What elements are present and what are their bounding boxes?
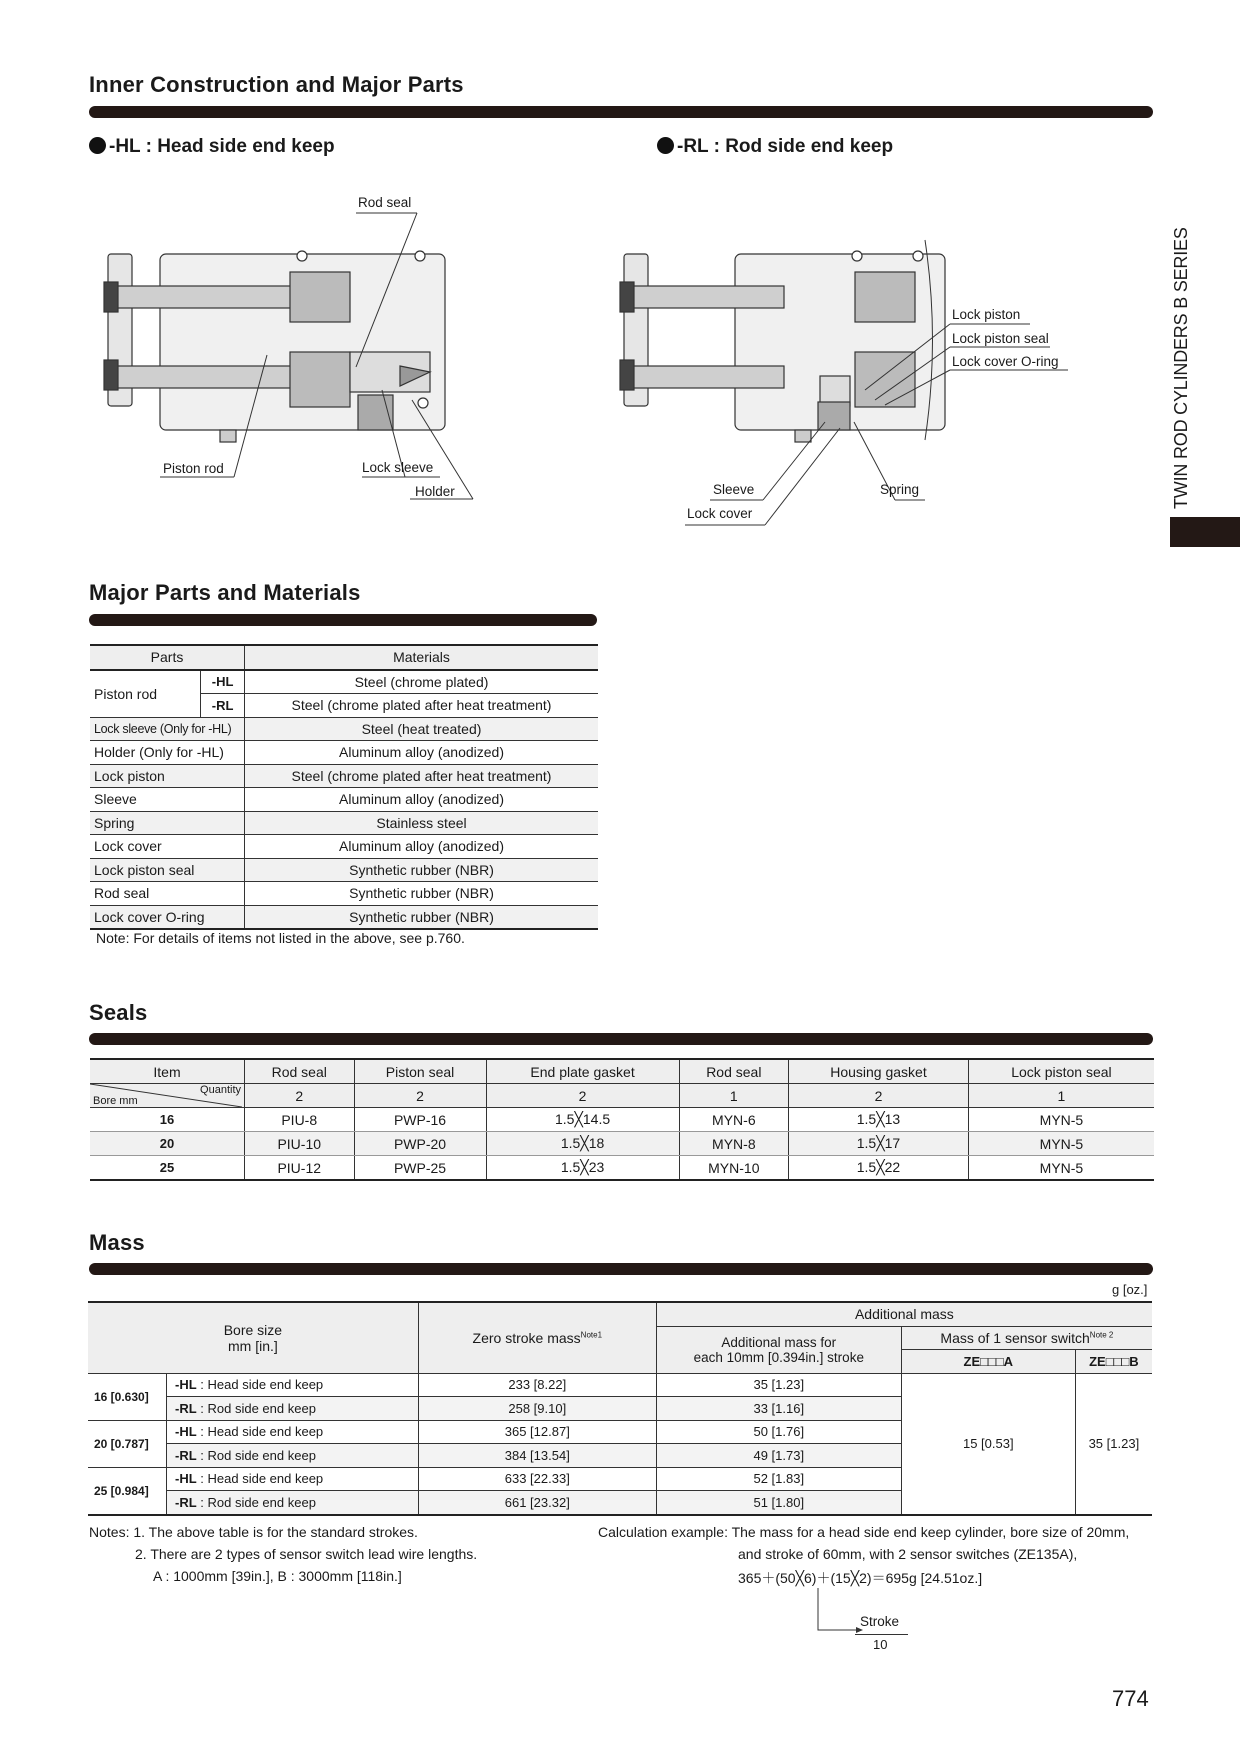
table-cell: PWP-16 bbox=[354, 1108, 486, 1132]
table-cell: Lock sleeve (Only for -HL) bbox=[90, 717, 245, 741]
label-rod-seal: Rod seal bbox=[358, 195, 412, 210]
mass-variant bbox=[167, 1491, 419, 1515]
variant-code: -HL bbox=[175, 1424, 197, 1440]
mass-note-3: A : 1000mm [39in.], B : 3000mm [118in.] bbox=[153, 1568, 402, 1584]
side-tab-block bbox=[1170, 517, 1240, 547]
rl-subtitle bbox=[657, 136, 893, 158]
quantity-label: Quantity bbox=[200, 1084, 241, 1096]
table-cell: Lock piston bbox=[90, 764, 245, 788]
mass-bore: 16 [0.630] bbox=[88, 1373, 167, 1420]
mass-head-sensor-text: Mass of 1 sensor switch bbox=[940, 1329, 1090, 1346]
mass-head-bore bbox=[88, 1302, 418, 1373]
table-cell: 2 bbox=[354, 1084, 486, 1108]
table-cell: PWP-20 bbox=[354, 1132, 486, 1156]
table-cell: 20 bbox=[90, 1132, 245, 1156]
variant-code: -HL bbox=[175, 1377, 197, 1393]
table-cell: MYN-5 bbox=[968, 1156, 1154, 1181]
variant-desc: : Head side end keep bbox=[196, 1377, 324, 1393]
table-cell: -HL bbox=[201, 670, 245, 694]
bullet-icon bbox=[657, 137, 674, 154]
table-cell: Steel (chrome plated after heat treatment) bbox=[245, 694, 599, 718]
table-cell: MYN-6 bbox=[679, 1108, 789, 1132]
table-cell: 258 [9.10] bbox=[418, 1397, 656, 1421]
section-title-seals: Seals bbox=[89, 1000, 148, 1025]
table-cell: MYN-10 bbox=[679, 1156, 789, 1181]
table-cell: Sleeve bbox=[90, 788, 245, 812]
table-cell: 384 [13.54] bbox=[418, 1444, 656, 1468]
table-cell: MYN-5 bbox=[968, 1132, 1154, 1156]
table-cell: 233 [8.22] bbox=[418, 1373, 656, 1397]
table-cell: PIU-10 bbox=[245, 1132, 355, 1156]
table-cell: Spring bbox=[90, 811, 245, 835]
table-cell: Synthetic rubber (NBR) bbox=[245, 905, 599, 929]
page-number: 774 bbox=[1112, 1686, 1149, 1711]
variant-desc: : Rod side end keep bbox=[196, 1400, 316, 1416]
fraction-bar bbox=[855, 1634, 908, 1635]
section-title-materials: Major Parts and Materials bbox=[89, 580, 361, 605]
mass-head-sensor bbox=[901, 1326, 1152, 1350]
table-cell: 52 [1.83] bbox=[656, 1467, 901, 1491]
table-cell: Lock cover O-ring bbox=[90, 905, 245, 929]
table-cell: 661 [23.32] bbox=[418, 1491, 656, 1515]
sensor-b-mass: 35 [1.23] bbox=[1075, 1373, 1152, 1515]
table-cell: 1.5╳13 bbox=[789, 1108, 969, 1132]
table-cell: 1.5╳14.5 bbox=[486, 1108, 679, 1132]
materials-head-parts: Parts bbox=[90, 645, 245, 670]
table-cell: Steel (heat treated) bbox=[245, 717, 599, 741]
table-cell: Holder (Only for -HL) bbox=[90, 741, 245, 765]
variant-code: -RL bbox=[175, 1400, 197, 1416]
hl-cross-section-diagram bbox=[0, 190, 620, 510]
table-cell: 1 bbox=[968, 1084, 1154, 1108]
mass-note-1: Notes: 1. The above table is for the standard strokes. bbox=[89, 1524, 418, 1540]
label-lock-piston: Lock piston bbox=[952, 307, 1021, 322]
table-cell: MYN-8 bbox=[679, 1132, 789, 1156]
table-cell: 51 [1.80] bbox=[656, 1491, 901, 1515]
table-cell: 50 [1.76] bbox=[656, 1420, 901, 1444]
mass-variant bbox=[167, 1420, 419, 1444]
table-cell: Rod seal bbox=[90, 882, 245, 906]
mass-head-add10 bbox=[656, 1326, 901, 1373]
table-cell: 2 bbox=[789, 1084, 969, 1108]
table-cell: PWP-25 bbox=[354, 1156, 486, 1181]
table-cell: Piston rod bbox=[90, 670, 201, 718]
table-cell: 633 [22.33] bbox=[418, 1467, 656, 1491]
sensor-a-mass: 15 [0.53] bbox=[901, 1373, 1075, 1515]
side-tab-text: TWIN ROD CYLINDERS B SERIES bbox=[1171, 227, 1191, 509]
materials-note: Note: For details of items not listed in the above, see p.760. bbox=[96, 930, 465, 946]
side-tab bbox=[1170, 227, 1192, 510]
mass-variant bbox=[167, 1397, 419, 1421]
table-cell: 49 [1.73] bbox=[656, 1444, 901, 1468]
table-cell: 1.5╳17 bbox=[789, 1132, 969, 1156]
section-title-construction: Inner Construction and Major Parts bbox=[89, 72, 464, 97]
table-cell: PIU-12 bbox=[245, 1156, 355, 1181]
table-cell: Lock cover bbox=[90, 835, 245, 859]
table-header: Housing gasket bbox=[789, 1059, 969, 1084]
variant-desc: : Head side end keep bbox=[196, 1424, 324, 1440]
label-lock-cover-oring: Lock cover O-ring bbox=[952, 354, 1059, 369]
stroke-divisor: 10 bbox=[873, 1637, 888, 1652]
mass-head-add10-text: Additional mass for bbox=[721, 1334, 837, 1350]
mass-head-zero-text: Zero stroke mass bbox=[472, 1329, 581, 1346]
table-cell: Lock piston seal bbox=[90, 858, 245, 882]
calc-line-1: Calculation example: The mass for a head side end keep cylinder, bore size of 20mm, bbox=[598, 1524, 1130, 1540]
mass-unit: g [oz.] bbox=[1112, 1282, 1148, 1297]
mass-table bbox=[88, 1301, 1152, 1516]
mass-head-zero bbox=[418, 1302, 656, 1373]
section-rule bbox=[89, 1263, 1153, 1275]
table-cell: 365 [12.87] bbox=[418, 1420, 656, 1444]
table-cell: Synthetic rubber (NBR) bbox=[245, 858, 599, 882]
variant-code: -RL bbox=[175, 1447, 197, 1463]
materials-head-materials: Materials bbox=[245, 645, 599, 670]
mass-head-zea: ZE□□□A bbox=[901, 1350, 1075, 1374]
seals-table bbox=[90, 1058, 1154, 1181]
section-rule bbox=[89, 106, 1153, 118]
materials-table bbox=[90, 644, 598, 930]
table-cell: Steel (chrome plated) bbox=[245, 670, 599, 694]
table-cell: 1.5╳22 bbox=[789, 1156, 969, 1181]
calc-line-3: 365＋(50╳6)＋(15╳2)＝695g [24.51oz.] bbox=[738, 1570, 983, 1586]
table-cell: Steel (chrome plated after heat treatment) bbox=[245, 764, 599, 788]
mass-head-zeb: ZE□□□B bbox=[1075, 1350, 1152, 1374]
rl-subtitle-text: -RL : Rod side end keep bbox=[677, 136, 894, 157]
table-cell: Stainless steel bbox=[245, 811, 599, 835]
table-header: Rod seal bbox=[245, 1059, 355, 1084]
table-cell: 33 [1.16] bbox=[656, 1397, 901, 1421]
label-spring: Spring bbox=[880, 482, 920, 497]
quantity-bore-cell bbox=[90, 1084, 245, 1108]
mass-variant bbox=[167, 1373, 419, 1397]
label-lock-piston-seal: Lock piston seal bbox=[952, 331, 1049, 346]
section-title-mass: Mass bbox=[89, 1230, 145, 1255]
table-cell: 35 [1.23] bbox=[656, 1373, 901, 1397]
table-cell: 1.5╳23 bbox=[486, 1156, 679, 1181]
table-cell: Synthetic rubber (NBR) bbox=[245, 882, 599, 906]
mass-variant bbox=[167, 1444, 419, 1468]
stroke-label: Stroke bbox=[860, 1614, 900, 1629]
mass-bore: 20 [0.787] bbox=[88, 1420, 167, 1467]
mass-head-additional: Additional mass bbox=[656, 1302, 1152, 1326]
section-rule bbox=[89, 614, 597, 626]
table-header: Item bbox=[90, 1059, 245, 1084]
hl-subtitle bbox=[89, 136, 335, 158]
label-holder: Holder bbox=[415, 484, 455, 499]
table-cell: Aluminum alloy (anodized) bbox=[245, 741, 599, 765]
table-header: End plate gasket bbox=[486, 1059, 679, 1084]
label-lock-cover: Lock cover bbox=[687, 506, 753, 521]
note-ref: Note1 bbox=[580, 1330, 603, 1340]
mass-bore: 25 [0.984] bbox=[88, 1467, 167, 1515]
mass-head-bore-text: Bore size bbox=[223, 1321, 283, 1338]
table-cell: 25 bbox=[90, 1156, 245, 1181]
bore-label: Bore mm bbox=[93, 1095, 138, 1107]
table-cell: PIU-8 bbox=[245, 1108, 355, 1132]
table-cell: Aluminum alloy (anodized) bbox=[245, 835, 599, 859]
mass-head-add10-unit: each 10mm [0.394in.] stroke bbox=[693, 1349, 864, 1365]
section-rule bbox=[89, 1033, 1153, 1045]
variant-code: -RL bbox=[175, 1494, 197, 1510]
label-sleeve: Sleeve bbox=[713, 482, 755, 497]
variant-desc: : Rod side end keep bbox=[196, 1494, 316, 1510]
label-lock-sleeve: Lock sleeve bbox=[362, 460, 434, 475]
table-header: Lock piston seal bbox=[968, 1059, 1154, 1084]
bullet-icon bbox=[89, 137, 106, 154]
table-cell: 1 bbox=[679, 1084, 789, 1108]
calc-line-2: and stroke of 60mm, with 2 sensor switches (ZE135A), bbox=[738, 1546, 1078, 1562]
table-cell: 16 bbox=[90, 1108, 245, 1132]
note-ref: Note 2 bbox=[1089, 1330, 1114, 1340]
label-piston-rod: Piston rod bbox=[163, 461, 224, 476]
variant-desc: : Head side end keep bbox=[196, 1471, 324, 1487]
table-cell: 1.5╳18 bbox=[486, 1132, 679, 1156]
table-cell: Aluminum alloy (anodized) bbox=[245, 788, 599, 812]
table-cell: 2 bbox=[245, 1084, 355, 1108]
mass-variant bbox=[167, 1467, 419, 1491]
table-cell: 2 bbox=[486, 1084, 679, 1108]
mass-head-bore-unit: mm [in.] bbox=[228, 1337, 278, 1354]
table-header: Rod seal bbox=[679, 1059, 789, 1084]
table-cell: MYN-5 bbox=[968, 1108, 1154, 1132]
mass-note-2: 2. There are 2 types of sensor switch lead wire lengths. bbox=[135, 1546, 478, 1562]
variant-code: -HL bbox=[175, 1471, 197, 1487]
variant-desc: : Rod side end keep bbox=[196, 1447, 316, 1463]
table-header: Piston seal bbox=[354, 1059, 486, 1084]
hl-subtitle-text: -HL : Head side end keep bbox=[109, 136, 335, 157]
table-cell: -RL bbox=[201, 694, 245, 718]
